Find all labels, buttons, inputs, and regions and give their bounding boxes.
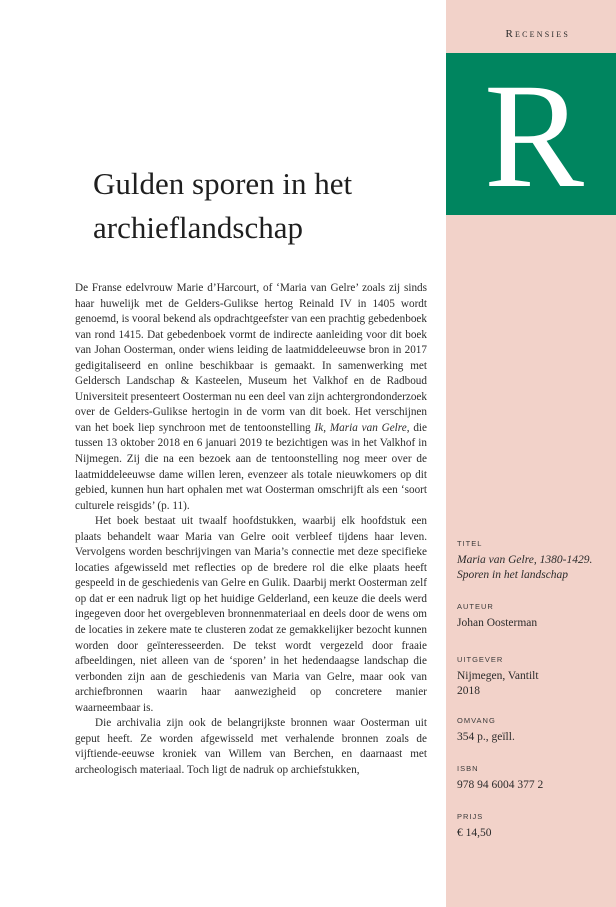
meta-prijs-label: PRIJS [457,812,484,821]
meta-auteur-label: AUTEUR [457,602,494,611]
meta-titel-label: TITEL [457,539,483,548]
meta-uitgever-value: Nijmegen, Vantilt 2018 [457,670,539,697]
initial-block [446,53,616,219]
paragraph-2: Het boek bestaat uit twaalf hoofdstukken, waarbij elk hoofdstuk een plaats behandelt waar Maria van Gelre ooit verbleef tijdens haar leven. Vervolgens worden beschrijvingen van Maria’s connectie met deze specifieke locaties afgewisseld met reflecties op de bredere rol die elke plaats heeft gespeeld in de geschiedenis van Gelre en Gulik. Daarbij merkt Oosterman zelf op dat er een nadruk ligt op het huidige Gelderland, een keuze die deels werd ingegeven door het overgebleven bronnenmateriaal en deels door de wens om de locaties in zekere mate te clusteren zodat ze gemakkelijker bezocht kunnen worden door geïnteresseerden. De tekst wordt vergezeld door fraaie afbeeldingen, niet alleen van de ‘sporen’ in het hedendaagse landschap die verbonden zijn aan de geschiedenis van Maria van Gelre, maar ook van archiefbronnen waarin haar aanwezigheid op concretere manier waarneembaar is. [75,515,427,714]
paragraph-1 [75,281,427,514]
meta-auteur [457,602,607,631]
meta-uitgever [457,655,607,699]
meta-uitgever-label: UITGEVER [457,655,504,664]
meta-auteur-value: Johan Oosterman [457,617,538,629]
meta-omvang [457,716,607,745]
meta-isbn-value: 978 94 6004 377 2 [457,779,544,791]
meta-titel-value: Maria van Gelre, 1380-1429. Sporen in het landschap [457,554,593,581]
meta-prijs-value: € 14,50 [457,827,492,839]
meta-omvang-value: 354 p., geïll. [457,731,515,743]
article-title: Gulden sporen in het archieflandschap [93,166,353,245]
meta-isbn [457,764,607,793]
exhibition-title: Ik, Maria van Gelre [314,421,407,434]
paragraph-3: Die archivalia zijn ook de belangrijkste bronnen waar Oosterman uit geput heeft. Ze worden afgewisseld met verhalende bronnen zoals de vijftiende-eeuwse kroniek van Willem van Berchen, en daarnaast met archeologisch materiaal. Toch ligt de nadruk op archiefstukken, [75,717,427,776]
paragraph-1-text-b: , die tussen 13 oktober 2018 en 6 januari 2019 te bezichtigen was in het Valkhof in Nijmegen. Zij die na een bezoek aan de tentoonstelling nog meer over de laatmiddeleeuwse dame willen leren, evenzeer als totale nieuwkomers op dit gebied, kunnen hun hart ophalen met wat Oosterman omschrijft als een ‘soort culturele reisgids’ (p. 11). [75,421,427,512]
article-body [75,281,427,779]
meta-prijs [457,812,607,841]
meta-isbn-label: ISBN [457,764,479,773]
paragraph-1-text-a: De Franse edelvrouw Marie d’Harcourt, of ‘Maria van Gelre’ zoals zij sinds haar huwelijk met de Gelders-Gulikse hertog Reinald IV in 1405 wordt genoemd, is vooral bekend als opdrachtgeefster van een prachtig gebedenboek van rond 1415. Dat gebedenboek vormt de indirecte aanleiding voor dit boek van Johan Oosterman, onder wiens leiding de laatmiddeleeuwse bron in 2017 gedigitaliseerd en online beschikbaar is gemaakt. In samenwerking met Geldersch Landschap & Kasteelen, Museum het Valkhof en de Radboud Universiteit presenteert Oosterman nu een deel van zijn achtergrondonderzoek over de Gelders-Gulikse hertogin in de vorm van dit boek. Het verschijnen van het boek liep synchroon met de tentoonstelling [75,282,427,434]
meta-omvang-label: OMVANG [457,716,496,725]
meta-titel [457,539,607,583]
section-label: Recensies [505,28,570,40]
initial-letter: R [483,53,585,219]
